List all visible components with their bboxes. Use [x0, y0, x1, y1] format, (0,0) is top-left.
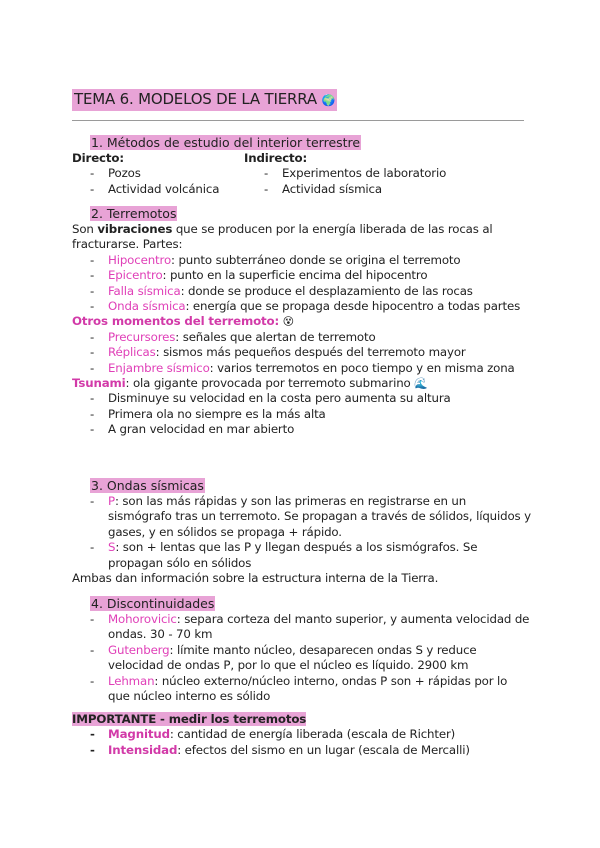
list-item: - Actividad sísmica — [264, 181, 382, 196]
list-item: - Experimentos de laboratorio — [264, 166, 447, 181]
seismic-waves-outro: Ambas dan información sobre la estructura interna de la Tierra. — [72, 571, 439, 586]
important-heading: IMPORTANTE - medir los terremotos — [72, 712, 307, 726]
list-item: - Actividad volcánica — [90, 181, 220, 196]
list-item: - Gutenberg: límite manto núcleo, desaparecen ondas S y reduce velocidad de ondas P, por lo que el núcleo es líquido. 2900 km — [90, 642, 477, 673]
direct-methods — [72, 151, 252, 197]
discontinuities-body — [72, 612, 532, 704]
earthquakes-intro: Son vibraciones que se producen por la energía liberada de las rocas al fracturarse. Partes: — [72, 222, 493, 252]
earthquakes-body — [72, 222, 532, 438]
list-item: - Primera ola no siempre es la más alta — [90, 406, 326, 421]
section-heading-earthquakes: 2. Terremotos — [91, 206, 177, 221]
important-body — [72, 712, 532, 758]
list-item: - Precursores: señales que alertan de terremoto — [90, 329, 376, 344]
list-item: - Hipocentro: punto subterráneo donde se origina el terremoto — [90, 252, 461, 267]
list-item: - Magnitud: cantidad de energía liberada (escala de Richter) — [90, 727, 456, 742]
dizzy-face-icon: 😵 — [282, 315, 294, 329]
wave-icon: 🌊 — [414, 377, 428, 391]
list-item: - Onda sísmica: energía que se propaga desde hipocentro a todas partes — [90, 299, 521, 314]
section-heading-discontinuities: 4. Discontinuidades — [91, 596, 215, 611]
list-item: - Mohorovicic: separa corteza del manto superior, y aumenta velocidad de ondas. 30 - 70 km — [90, 612, 530, 642]
list-item: - P: son las más rápidas y son las primeras en registrarse en un sismógrafo tras un terremoto. Se propagan a través de sólidos, líquidos y gases, y en sólidos se propaga + rápido. — [90, 494, 531, 539]
list-item: - Enjambre sísmico: varios terremotos en poco tiempo y en misma zona — [90, 360, 515, 375]
page-title: TEMA 6. MODELOS DE LA TIERRA 🌍 — [72, 89, 337, 111]
list-item: - S: son + lentas que las P y llegan después a los sismógrafos. Se propagan sólo en sólidos — [90, 540, 478, 570]
list-item: - Falla sísmica: donde se produce el desplazamiento de las rocas — [90, 283, 473, 298]
direct-label: Directo: — [72, 151, 124, 165]
title-divider — [72, 120, 524, 121]
list-item: - Epicentro: punto en la superficie encima del hipocentro — [90, 268, 428, 283]
globe-icon: 🌍 — [321, 94, 335, 107]
indirect-label: Indirecto: — [244, 151, 308, 165]
seismic-waves-body — [72, 494, 532, 586]
indirect-methods — [244, 151, 504, 197]
list-item: - Lehman: núcleo externo/núcleo interno, ondas P son + rápidas por lo que núcleo interno es sólido — [90, 673, 508, 704]
list-item: - Disminuye su velocidad en la costa pero aumenta su altura — [90, 391, 451, 406]
list-item: - Pozos — [90, 166, 141, 181]
tsunami-line: Tsunami: ola gigante provocada por terremoto submarino 🌊 — [72, 376, 428, 391]
list-item: - Réplicas: sismos más pequeños después del terremoto mayor — [90, 345, 466, 360]
other-moments-label: Otros momentos del terremoto: 😵 — [72, 314, 294, 329]
list-item: - A gran velocidad en mar abierto — [90, 422, 295, 437]
list-item: - Intensidad: efectos del sismo en un lugar (escala de Mercalli) — [90, 742, 470, 757]
section-heading-methods: 1. Métodos de estudio del interior terrestre — [91, 135, 361, 150]
section-heading-seismic-waves: 3. Ondas sísmicas — [91, 478, 204, 493]
